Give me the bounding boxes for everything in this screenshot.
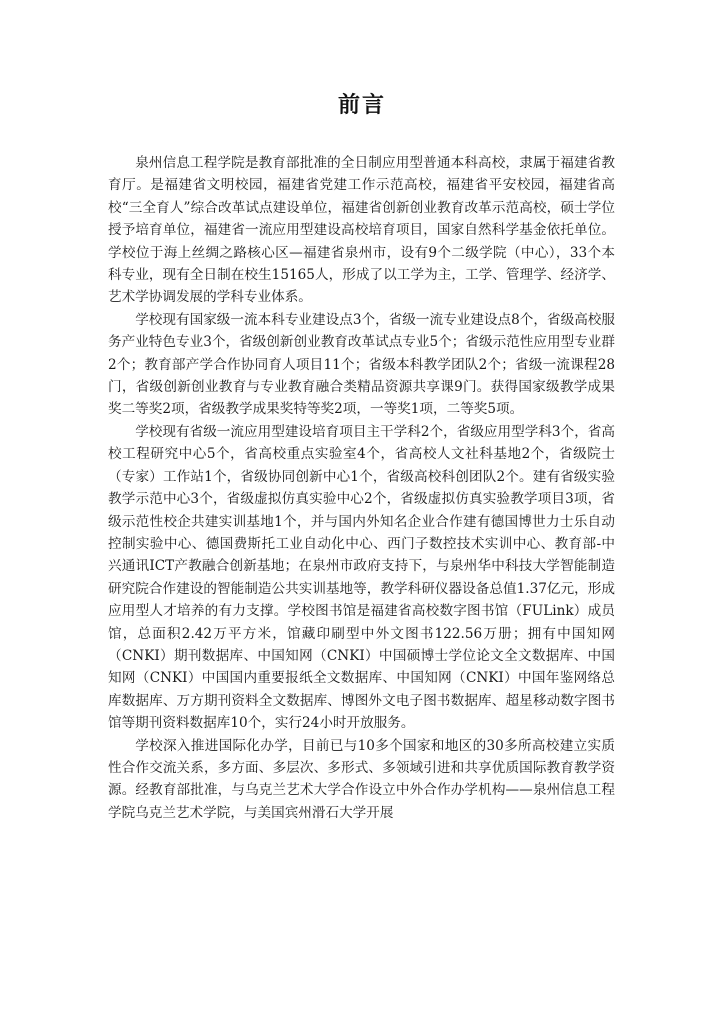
body-text (108, 152, 615, 824)
paragraph-1: 泉州信息工程学院是教育部批准的全日制应用型普通本科高校，隶属于福建省教育厅。是福建省文明校园，福建省党建工作示范高校，福建省平安校园，福建省高校“三全育人”综合改革试点建设单位，福建省创新创业教育改革示范高校，硕士学位授予培育单位，福建省一流应用型建设高校培育项目，国家自然科学基金依托单位。学校位于海上丝绸之路核心区—福建省泉州市，设有9个二级学院（中心），33个本科专业，现有全日制在校生15165人，形成了以工学为主，工学、管理学、经济学、艺术学协调发展的学科专业体系。 (108, 155, 615, 306)
page-title: 前言 (337, 93, 386, 118)
paragraph-2: 学校现有国家级一流本科专业建设点3个，省级一流专业建设点8个，省级高校服务产业特色专业3个，省级创新创业教育改革试点专业5个；省级示范性应用型专业群2个；教育部产学合作协同育人项目11个；省级本科教学团队2个；省级一流课程28门，省级创新创业教育与专业教育融合类精品资源共享课9门。获得国家级教学成果奖二等奖2项，省级教学成果奖特等奖2项，一等奖1项，二等奖5项。 (108, 311, 615, 418)
paragraph-4: 学校深入推进国际化办学，目前已与10多个国家和地区的30多所高校建立实质性合作交流关系，多方面、多层次、多形式、多领域引进和共享优质国际教育教学资源。经教育部批准，与乌克兰艺术大学合作设立中外合作办学机构——泉州信息工程学院乌克兰艺术学院，与美国宾州滑石大学开展 (108, 737, 615, 821)
paragraph-3: 学校现有省级一流应用型建设培育项目主干学科2个，省级应用型学科3个，省高校工程研究中心5个，省高校重点实验室4个，省高校人文社科基地2个，省级院士（专家）工作站1个，省级协同创新中心1个，省级高校科创团队2个。建有省级实验教学示范中心3个，省级虚拟仿真实验中心2个，省级虚拟仿真实验教学项目3项，省级示范性校企共建实训基地1个，并与国内外知名企业合作建有德国博世力士乐自动控制实验中心、德国费斯托工业自动化中心、西门子数控技术实训中心、教育部-中兴通讯ICT产教融合创新基地；在泉州市政府支持下，与泉州华中科技大学智能制造研究院合作建设的智能制造公共实训基地等，教学科研仪器设备总值1.37亿元，形成应用型人才培养的有力支撑。学校图书馆是福建省高校数字图书馆（FULink）成员馆，总面积2.42万平方米，馆藏印刷型中外文图书122.56万册；拥有中国知网（CNKI）期刊数据库、中国知网（CNKI）中国硕博士学位论文全文数据库、中国知网（CNKI）中国国内重要报纸全文数据库、中国知网（CNKI）中国年鉴网络总库数据库、万方期刊资料全文数据库、博图外文电子图书数据库、超星移动数字图书馆等期刊资料数据库10个，实行24小时开放服务。 (108, 423, 615, 732)
